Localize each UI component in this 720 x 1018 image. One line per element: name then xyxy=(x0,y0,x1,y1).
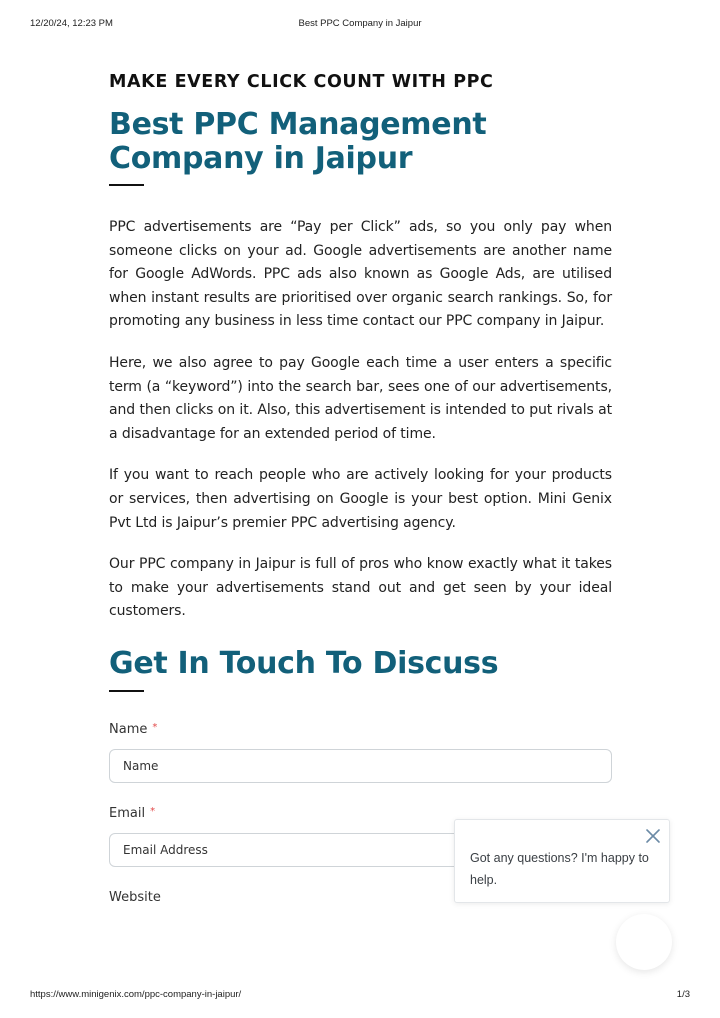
print-header xyxy=(0,18,720,32)
eyebrow-heading: MAKE EVERY CLICK COUNT WITH PPC xyxy=(109,72,494,92)
name-field[interactable] xyxy=(109,749,612,783)
close-icon[interactable] xyxy=(645,828,661,844)
print-url: https://www.minigenix.com/ppc-company-in-jaipur/ xyxy=(30,989,242,1000)
article-content xyxy=(109,68,612,908)
paragraph-2: Here, we also agree to pay Google each time a user enters a specific term (a “keyword”) into the search bar, sees one of our advertisements, and then clicks on it. Also, this advertisement is intended to put rivals at a disadvantage for an extended period of time. xyxy=(109,354,612,442)
paragraph-4: Our PPC company in Jaipur is full of pros who know exactly what it takes to make your advertisements stand out and get seen by your ideal customers. xyxy=(109,556,612,620)
print-page-title: Best PPC Company in Jaipur xyxy=(298,18,422,29)
email-required-marker: * xyxy=(150,805,156,817)
print-footer xyxy=(0,989,720,1003)
print-page-number: 1/3 xyxy=(676,989,690,1000)
title-underline xyxy=(109,184,144,186)
website-label-text: Website xyxy=(109,889,161,905)
name-label-text: Name xyxy=(109,721,148,737)
print-timestamp: 12/20/24, 12:23 PM xyxy=(30,18,113,29)
email-field-placeholder: Email Address xyxy=(123,842,208,857)
email-label-text: Email xyxy=(109,805,146,821)
contact-heading-underline xyxy=(109,690,144,692)
chat-message: Got any questions? I'm happy to help. xyxy=(470,851,649,887)
name-required-marker: * xyxy=(152,721,158,733)
name-field-placeholder: Name xyxy=(123,758,159,773)
close-icon-glyph xyxy=(645,828,661,844)
chat-launcher-button[interactable] xyxy=(616,914,672,970)
paragraph-1: PPC advertisements are “Pay per Click” ads, so you only pay when someone clicks on your ad. Google advertisements are another name for Google AdWords. PPC ads also known as Google Ads, are utilised when instant results are prioritised over organic search rankings. So, for promoting any business in less time contact our PPC company in Jaipur. xyxy=(109,219,612,330)
name-label xyxy=(109,722,612,740)
paragraph-3: If you want to reach people who are actively looking for your products or services, then advertising on Google is your best option. Mini Genix Pvt Ltd is Jaipur’s premier PPC advertising agency. xyxy=(109,467,612,531)
contact-heading: Get In Touch To Discuss xyxy=(109,645,499,681)
chat-popup xyxy=(454,819,670,903)
page-title: Best PPC Management Company in Jaipur xyxy=(109,107,487,176)
